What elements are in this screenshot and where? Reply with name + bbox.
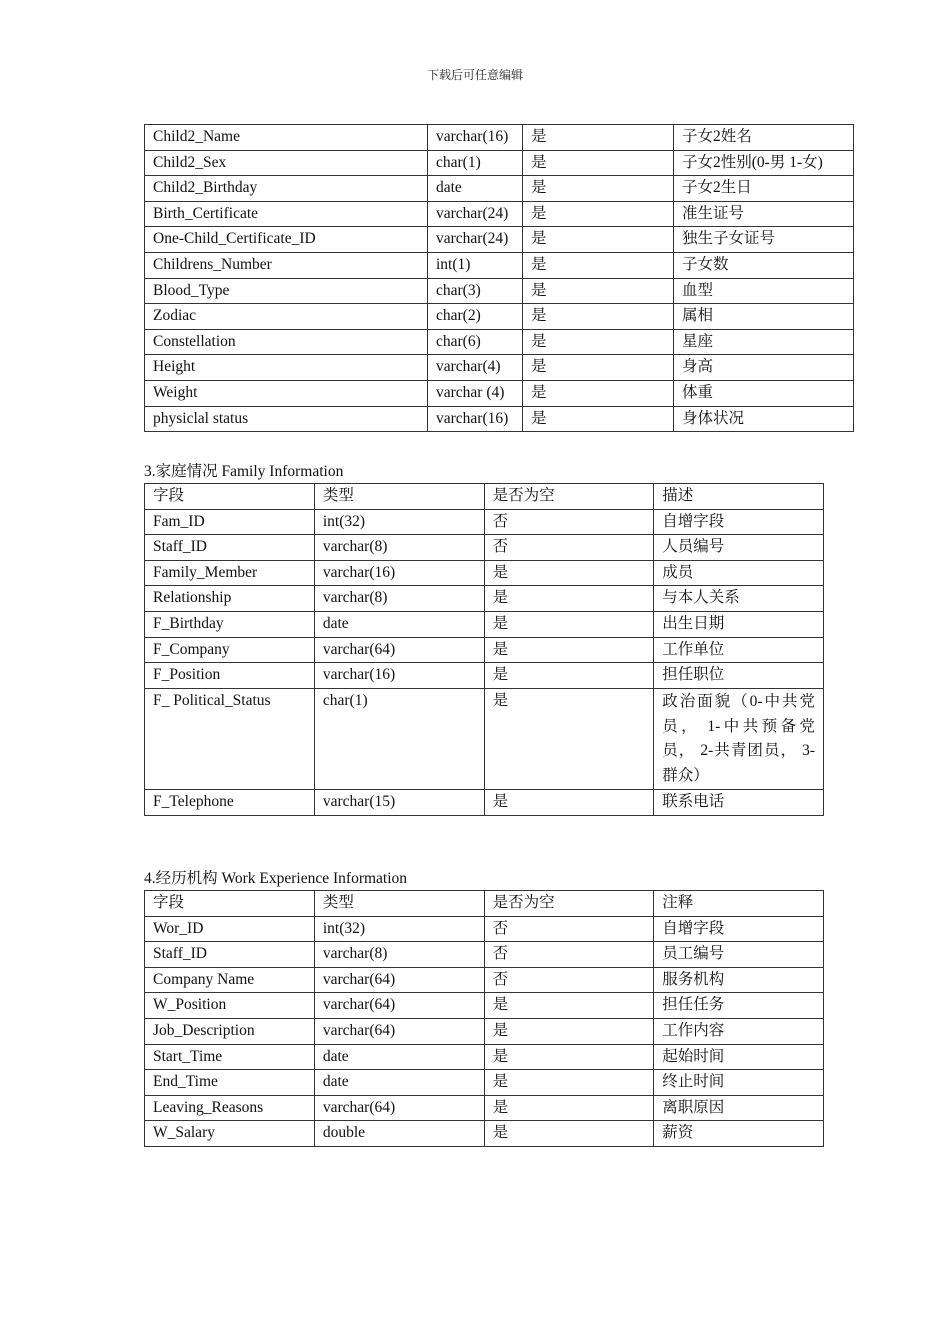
table-cell: 是 <box>484 663 654 689</box>
table-cell: varchar(16) <box>314 560 484 586</box>
table-cell: date <box>314 1070 484 1096</box>
table-cell: Company Name <box>145 967 315 993</box>
table-cell: 是 <box>484 688 654 789</box>
table-cell: char(6) <box>428 329 523 355</box>
table-cell: 是 <box>484 637 654 663</box>
table-cell: 是 <box>484 1044 654 1070</box>
table-cell: 是 <box>484 560 654 586</box>
table-row <box>145 1070 824 1096</box>
table-cell: double <box>314 1121 484 1147</box>
table-cell: varchar(16) <box>314 663 484 689</box>
table-cell: 准生证号 <box>674 201 854 227</box>
table-row <box>145 380 854 406</box>
table-cell: 是 <box>523 252 674 278</box>
table-cell: int(1) <box>428 252 523 278</box>
table-cell: 出生日期 <box>654 611 824 637</box>
table-row <box>145 201 854 227</box>
table-cell: Family_Member <box>145 560 315 586</box>
table-cell: Weight <box>145 380 428 406</box>
table-cell: varchar(64) <box>314 637 484 663</box>
table-cell: 政治面貌（0-中共党员， 1-中共预备党员， 2-共青团员， 3-群众） <box>654 688 824 789</box>
table-row <box>145 1044 824 1070</box>
table-cell: 是 <box>523 380 674 406</box>
header-cell: 注释 <box>654 891 824 917</box>
table-row <box>145 967 824 993</box>
table-cell: 服务机构 <box>654 967 824 993</box>
table-cell: Start_Time <box>145 1044 315 1070</box>
table-cell: 否 <box>484 535 654 561</box>
table-cell: One-Child_Certificate_ID <box>145 227 428 253</box>
table-cell: char(3) <box>428 278 523 304</box>
table-cell: F_ Political_Status <box>145 688 315 789</box>
table-row <box>145 1018 824 1044</box>
table-row <box>145 993 824 1019</box>
table-cell: 是 <box>523 125 674 151</box>
table-cell: Child2_Birthday <box>145 176 428 202</box>
table-cell: 子女2生日 <box>674 176 854 202</box>
table-cell: 否 <box>484 967 654 993</box>
table-cell: End_Time <box>145 1070 315 1096</box>
table-cell: varchar(8) <box>314 535 484 561</box>
table-row <box>145 227 854 253</box>
table-cell: varchar(64) <box>314 967 484 993</box>
table-cell: date <box>428 176 523 202</box>
table-cell: varchar(8) <box>314 942 484 968</box>
table-cell: 是 <box>523 227 674 253</box>
table-cell: 子女2性别(0-男 1-女) <box>674 150 854 176</box>
table-cell: Fam_ID <box>145 509 315 535</box>
table-row <box>145 560 824 586</box>
table-row <box>145 663 824 689</box>
table-cell: varchar(24) <box>428 227 523 253</box>
table-body <box>145 484 824 816</box>
table-cell: Child2_Name <box>145 125 428 151</box>
table-row <box>145 1095 824 1121</box>
table-row <box>145 329 854 355</box>
table-row <box>145 688 824 789</box>
table-cell: 薪资 <box>654 1121 824 1147</box>
table-row <box>145 355 854 381</box>
table-cell: 成员 <box>654 560 824 586</box>
table-row <box>145 916 824 942</box>
header-cell: 字段 <box>145 891 315 917</box>
table-cell: 与本人关系 <box>654 586 824 612</box>
table-cell: varchar(8) <box>314 586 484 612</box>
table-cell: varchar(4) <box>428 355 523 381</box>
table-cell: varchar(64) <box>314 1095 484 1121</box>
table-cell: W_Position <box>145 993 315 1019</box>
table-cell: 子女数 <box>674 252 854 278</box>
table-cell: date <box>314 1044 484 1070</box>
table-cell: Child2_Sex <box>145 150 428 176</box>
table-cell: 星座 <box>674 329 854 355</box>
table-cell: int(32) <box>314 916 484 942</box>
table-cell: 是 <box>523 304 674 330</box>
table-cell: 是 <box>484 1095 654 1121</box>
page-header-note: 下载后可任意编辑 <box>426 68 523 82</box>
table-cell: Constellation <box>145 329 428 355</box>
table-cell: 自增字段 <box>654 509 824 535</box>
table-cell: 是 <box>523 150 674 176</box>
table-cell: 员工编号 <box>654 942 824 968</box>
table-cell: 否 <box>484 916 654 942</box>
table-cell: 是 <box>523 355 674 381</box>
table-row <box>145 637 824 663</box>
table-cell: int(32) <box>314 509 484 535</box>
table-row <box>145 278 854 304</box>
table-cell: 身高 <box>674 355 854 381</box>
table-cell: 是 <box>484 611 654 637</box>
table-cell: 人员编号 <box>654 535 824 561</box>
table-cell: F_Company <box>145 637 315 663</box>
header-row <box>145 484 824 510</box>
table-cell: 是 <box>484 993 654 1019</box>
table-cell: 否 <box>484 509 654 535</box>
table-cell: F_Position <box>145 663 315 689</box>
table-cell: Leaving_Reasons <box>145 1095 315 1121</box>
table-row <box>145 406 854 432</box>
family-information-caption: 3.家庭情况 Family Information <box>144 463 344 480</box>
table-row <box>145 535 824 561</box>
table-cell: 工作单位 <box>654 637 824 663</box>
table-cell: 是 <box>484 1070 654 1096</box>
table-row <box>145 304 854 330</box>
table-cell: 是 <box>523 406 674 432</box>
table-row <box>145 611 824 637</box>
header-cell: 描述 <box>654 484 824 510</box>
table-cell: W_Salary <box>145 1121 315 1147</box>
table-row <box>145 1121 824 1147</box>
table-cell: char(1) <box>314 688 484 789</box>
table-cell: 是 <box>523 176 674 202</box>
table-cell: 自增字段 <box>654 916 824 942</box>
table-cell: varchar(64) <box>314 1018 484 1044</box>
table-cell: 起始时间 <box>654 1044 824 1070</box>
table-cell: F_Birthday <box>145 611 315 637</box>
children-fields-table <box>144 124 854 432</box>
table-row <box>145 125 854 151</box>
table-cell: 身体状况 <box>674 406 854 432</box>
table-cell: 担任职位 <box>654 663 824 689</box>
table-row <box>145 942 824 968</box>
table-cell: varchar(15) <box>314 789 484 815</box>
table-body <box>145 125 854 432</box>
table-cell: 离职原因 <box>654 1095 824 1121</box>
table-cell: 是 <box>484 789 654 815</box>
table-cell: date <box>314 611 484 637</box>
table-cell: Blood_Type <box>145 278 428 304</box>
table-cell: 联系电话 <box>654 789 824 815</box>
table-cell: Childrens_Number <box>145 252 428 278</box>
table-cell: Staff_ID <box>145 535 315 561</box>
table-cell: 是 <box>484 1121 654 1147</box>
table-row <box>145 252 854 278</box>
header-cell: 类型 <box>314 484 484 510</box>
table-cell: 独生子女证号 <box>674 227 854 253</box>
table-row <box>145 150 854 176</box>
table-cell: varchar (4) <box>428 380 523 406</box>
table-cell: 血型 <box>674 278 854 304</box>
work-experience-caption: 4.经历机构 Work Experience Information <box>144 870 408 887</box>
table-cell: char(1) <box>428 150 523 176</box>
table-cell: physiclal status <box>145 406 428 432</box>
table-row <box>145 176 854 202</box>
table-cell: varchar(16) <box>428 406 523 432</box>
header-cell: 字段 <box>145 484 315 510</box>
table-row <box>145 586 824 612</box>
table-cell: Job_Description <box>145 1018 315 1044</box>
work-experience-table <box>144 890 824 1147</box>
table-cell: 属相 <box>674 304 854 330</box>
table-body <box>145 891 824 1147</box>
table-cell: Height <box>145 355 428 381</box>
header-cell: 类型 <box>314 891 484 917</box>
header-cell: 是否为空 <box>484 484 654 510</box>
table-cell: 是 <box>523 278 674 304</box>
table-cell: varchar(24) <box>428 201 523 227</box>
table-cell: Staff_ID <box>145 942 315 968</box>
table-cell: Relationship <box>145 586 315 612</box>
table-cell: varchar(16) <box>428 125 523 151</box>
table-row <box>145 509 824 535</box>
table-cell: 子女2姓名 <box>674 125 854 151</box>
table-cell: F_Telephone <box>145 789 315 815</box>
table-cell: 终止时间 <box>654 1070 824 1096</box>
table-cell: 是 <box>523 201 674 227</box>
header-cell: 是否为空 <box>484 891 654 917</box>
table-cell: 否 <box>484 942 654 968</box>
family-information-table <box>144 483 824 816</box>
table-cell: 是 <box>484 586 654 612</box>
table-cell: Zodiac <box>145 304 428 330</box>
table-cell: Birth_Certificate <box>145 201 428 227</box>
table-cell: char(2) <box>428 304 523 330</box>
table-row <box>145 789 824 815</box>
table-cell: 工作内容 <box>654 1018 824 1044</box>
table-cell: 体重 <box>674 380 854 406</box>
header-row <box>145 891 824 917</box>
table-cell: varchar(64) <box>314 993 484 1019</box>
table-cell: 是 <box>523 329 674 355</box>
table-cell: 担任任务 <box>654 993 824 1019</box>
table-cell: 是 <box>484 1018 654 1044</box>
table-cell: Wor_ID <box>145 916 315 942</box>
